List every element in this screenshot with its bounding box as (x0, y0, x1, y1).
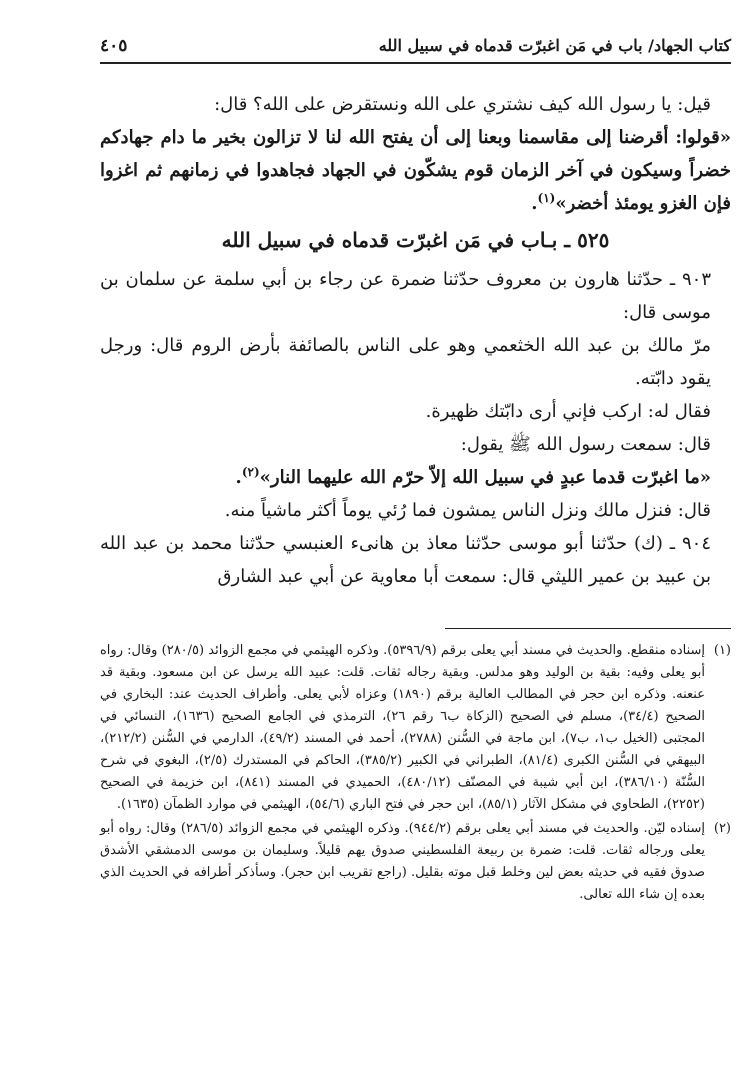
footnote-number: (٢) (713, 821, 731, 836)
main-text (100, 88, 731, 593)
footnote-text: إسناده منقطع. والحديث في مسند أبي يعلى برقم (٥٣٩٦/٩). وذكره الهيثمي في مجمع الزوائد (٢٨٠/٥) وقال: رواه أبو يعلى وفيه: بقية بن الوليد وهو مدلس. وبقية رجاله ثقات. قلت: عبيد الله يرسل عن ابن مسعود. وبقية قد عنعنه. وذكره ابن حجر في المطالب العالية برقم (١٨٩٠) وعزاه لأبي يعلى. وأطراف الحديث عند: البخاري في الصحيح (٣٤/٤)، مسلم في الصحيح (الزكاة ب٦ رقم ٢٦)، الترمذي في الجامع الصحيح (١٦٣٦)، النسائي في المجتبى (الخيل ب١، ب٧)، ابن ماجة في السُّنن (٢٧٨٨)، أحمد في المسند (٤٩/٢)، الدارمي في السُّنن (٢١٢/٢)، البيهقي في السُّنن الكبرى (٨١/٤)، الطبراني في الكبير (٣٨٥/٢)، الحاكم في المستدرك (٢/٥)، البغوي في شرح السُّنّة (٣٨٦/١٠)، ابن أبي شيبة في المصنّف (٤٨٠/١٢)، الحميدي في المسند (٨٤١)، ابن خزيمة في الصحيح (٢٢٥٢)، الطحاوي في مشكل الآثار (٨٥/١)، ابن حجر في فتح الباري (٥٤/٦)، الهيثمي في موارد الظمآن (١٦٣٥). (100, 643, 705, 812)
period: . (531, 193, 538, 214)
footnote-number: (١) (713, 643, 731, 658)
period: . (235, 467, 242, 488)
hadith-903-isnad: ٩٠٣ ـ حدّثنا هارون بن معروف حدّثنا ضمرة عن رجاء بن أبي سلمة عن سلمان بن موسى قال: (100, 269, 711, 323)
running-title: كتاب الجهاد/ باب في مَن اغبرّت قدماه في سبيل الله (378, 36, 731, 55)
footnote-text: إسناده ليّن. والحديث في مسند أبي يعلى برقم (٩٤٤/٢). وذكره الهيثمي في مجمع الزوائد (٢٨٦/٥) وقال: رواه أبو يعلى ورجاله ثقات. قلت: ضمرة بن ربيعة الفلسطيني صدوق يهم قليلاً. وسليمان بن موسى الدمشقي الأشدق صدوق فقيه في حديثه بعض لين وخلط قبل موته بقليل. (راجع تقريب ابن حجر). وسأذكر أطرافه في الحديث الذي بعده إن شاء الله تعالى. (100, 821, 705, 902)
hadith-904-isnad: ٩٠٤ ـ (ك) حدّثنا أبو موسى حدّثنا معاذ بن هانىء العنبسي حدّثنا محمد بن عبد الله بن عبيد بن عمير الليثي قال: سمعت أبا معاوية عن أبي عبد الشارق (100, 533, 711, 587)
narration-text: فقال له: اركب فإني أرى دابّتك ظهيرة. (425, 401, 711, 422)
footnotes (100, 640, 731, 908)
footnote (100, 818, 731, 906)
narration-text: مرّ مالك بن عبد الله الخثعمي وهو على الناس بالصائفة بأرض الروم قال: ورجل يقود دابّته. (100, 335, 711, 389)
narration-text: قال: فنزل مالك ونزل الناس يمشون فما رُئي يوماً أكثر ماشياً منه. (224, 500, 711, 521)
header-divider (100, 62, 731, 64)
hadith-quote-text: «قولوا: أقرضنا إلى مقاسمنا وبعنا إلى أن يفتح الله لنا لا تزالون بخير ما دام جهادكم خضراً وسيكون في آخر الزمان قوم يشكّون في الجهاد فجاهدوا في زمانهم ثم اغزوا فإن الغزو يومئذ أخضر» (100, 127, 731, 214)
footnote-divider (445, 628, 731, 629)
question-line: قيل: يا رسول الله كيف نشتري على الله ونستقرض على الله؟ قال: (214, 94, 711, 115)
narration-text: قال: سمعت رسول الله ﷺ يقول: (460, 434, 711, 455)
page-header (100, 32, 731, 62)
hadith-quote-text: «ما اغبرّت قدما عبدٍ في سبيل الله إلاّ حرّم الله عليهما النار» (259, 467, 711, 488)
hadith-quote (100, 121, 731, 220)
chapter-heading: ٥٢٥ ـ بـاب في مَن اغبرّت قدماه في سبيل الله (221, 228, 610, 252)
footnote (100, 640, 731, 816)
footnote-ref-2: (٢) (241, 465, 260, 479)
footnote-ref-1: (١) (537, 191, 556, 205)
hadith-quote (100, 461, 731, 494)
page-number: ٤٠٥ (100, 36, 128, 56)
